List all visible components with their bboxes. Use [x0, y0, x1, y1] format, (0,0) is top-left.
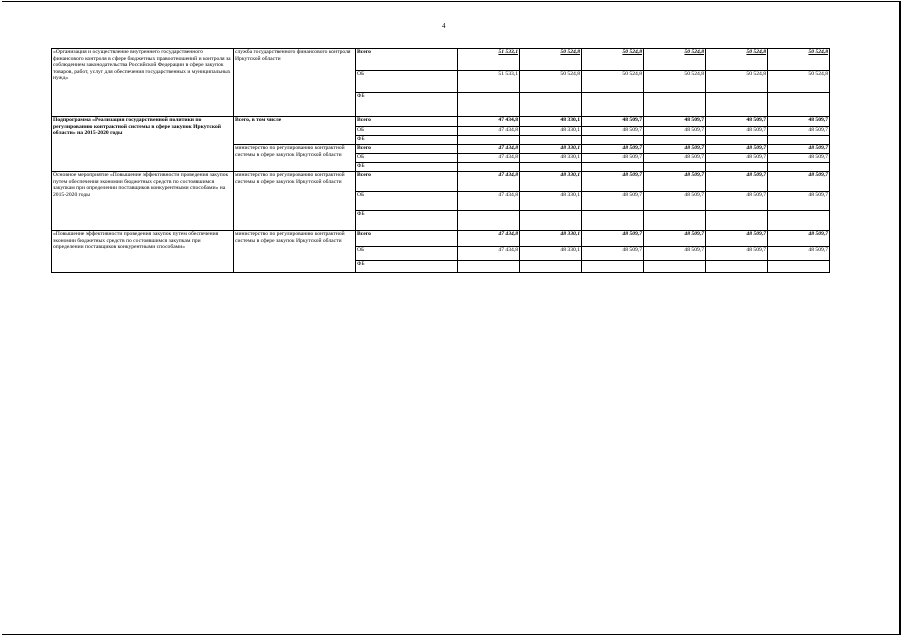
source-cell: Всего	[356, 231, 458, 247]
source-cell: Всего	[356, 172, 458, 192]
value-cell: 50 524,8	[582, 71, 644, 93]
value-cell	[582, 163, 644, 172]
source-cell: Всего	[356, 145, 458, 154]
executor-cell: министерство по регулированию контрактной системы в сфере закупок Иркутской области	[234, 172, 356, 231]
value-cell	[644, 211, 706, 231]
source-cell: ФБ	[356, 93, 458, 117]
value-cell: 48 330,1	[520, 247, 582, 261]
value-cell	[582, 261, 644, 273]
value-cell	[520, 136, 582, 145]
value-cell	[768, 93, 830, 117]
value-cell	[768, 163, 830, 172]
value-cell: 48 509,7	[706, 117, 768, 127]
source-cell: ФБ	[356, 211, 458, 231]
budget-table	[51, 48, 830, 273]
value-cell	[706, 136, 768, 145]
value-cell: 50 524,8	[706, 71, 768, 93]
source-cell: Всего	[356, 49, 458, 71]
program-name-cell: «Организация и осуществление внутреннего государственного финансового контроля в сфере бюджетных правоотношений и контроля за соблюдением законодательства Российской Федерации в сфере закупок товаров, работ, услуг для обеспечения государственных и муниципальных нужд»	[52, 49, 234, 117]
value-cell: 50 524,8	[644, 49, 706, 71]
value-cell	[644, 93, 706, 117]
source-cell: Всего	[356, 117, 458, 127]
value-cell: 50 524,8	[520, 49, 582, 71]
source-cell: ОБ	[356, 192, 458, 211]
value-cell: 48 509,7	[644, 247, 706, 261]
value-cell	[706, 93, 768, 117]
value-cell: 48 509,7	[706, 154, 768, 163]
value-cell: 48 330,1	[520, 192, 582, 211]
value-cell: 48 509,7	[706, 145, 768, 154]
value-cell: 48 509,7	[644, 172, 706, 192]
value-cell	[706, 211, 768, 231]
value-cell: 50 524,8	[582, 49, 644, 71]
value-cell: 48 509,7	[644, 127, 706, 136]
value-cell	[768, 136, 830, 145]
value-cell: 50 524,8	[706, 49, 768, 71]
source-cell: ОБ	[356, 71, 458, 93]
page-number: 4	[442, 22, 446, 30]
value-cell: 50 524,8	[768, 49, 830, 71]
value-cell: 48 330,1	[520, 231, 582, 247]
subprogram-name-cell: Подпрограмма «Реализация государственной политики по регулированию контрактной системы в сфере закупок Иркутской области» на 2015-2020 годы	[52, 117, 234, 172]
value-cell	[706, 163, 768, 172]
value-cell	[644, 136, 706, 145]
value-cell: 47 434,8	[458, 172, 520, 192]
executor-cell: министерство по регулированию контрактной системы в сфере закупок Иркутской области	[234, 145, 356, 172]
value-cell	[458, 136, 520, 145]
value-cell: 48 509,7	[706, 192, 768, 211]
value-cell: 48 509,7	[582, 247, 644, 261]
value-cell: 47 434,8	[458, 127, 520, 136]
source-cell: ОБ	[356, 127, 458, 136]
value-cell: 48 330,1	[520, 154, 582, 163]
value-cell: 48 509,7	[644, 154, 706, 163]
value-cell: 50 524,8	[768, 71, 830, 93]
value-cell: 48 330,1	[520, 145, 582, 154]
value-cell: 48 509,7	[582, 154, 644, 163]
value-cell	[582, 93, 644, 117]
value-cell	[458, 163, 520, 172]
table-row	[52, 231, 830, 247]
value-cell: 48 509,7	[768, 192, 830, 211]
table-row	[52, 49, 830, 71]
value-cell: 47 434,8	[458, 117, 520, 127]
value-cell: 47 434,8	[458, 154, 520, 163]
source-cell: ОБ	[356, 154, 458, 163]
value-cell: 48 330,1	[520, 117, 582, 127]
value-cell: 47 434,8	[458, 192, 520, 211]
value-cell: 48 509,7	[582, 117, 644, 127]
value-cell	[520, 261, 582, 273]
value-cell	[520, 163, 582, 172]
activity-name-cell: «Повышение эффективности проведения закупок путем обеспечения экономии бюджетных средств по состоявшимся закупкам при определении поставщиков конкурентными способами»	[52, 231, 234, 273]
value-cell: 48 330,1	[520, 127, 582, 136]
value-cell	[706, 261, 768, 273]
value-cell: 48 509,7	[768, 127, 830, 136]
value-cell: 48 509,7	[582, 145, 644, 154]
table-row	[52, 117, 830, 127]
source-cell: ОБ	[356, 247, 458, 261]
value-cell: 47 434,8	[458, 145, 520, 154]
value-cell: 51 533,1	[458, 71, 520, 93]
value-cell: 48 509,7	[582, 172, 644, 192]
value-cell: 50 524,8	[644, 71, 706, 93]
value-cell	[582, 211, 644, 231]
value-cell: 48 509,7	[706, 172, 768, 192]
executor-cell: министерство по регулированию контрактной системы в сфере закупок Иркутской области	[234, 231, 356, 273]
value-cell: 48 509,7	[768, 117, 830, 127]
value-cell: 48 509,7	[644, 117, 706, 127]
value-cell: 48 330,1	[520, 172, 582, 192]
value-cell: 48 509,7	[768, 154, 830, 163]
value-cell: 50 524,8	[520, 71, 582, 93]
executor-cell: служба государственного финансового контроля Иркутской области	[234, 49, 356, 117]
value-cell: 48 509,7	[644, 145, 706, 154]
value-cell	[644, 163, 706, 172]
value-cell: 51 533,1	[458, 49, 520, 71]
value-cell	[458, 211, 520, 231]
value-cell: 48 509,7	[706, 247, 768, 261]
source-cell: ФБ	[356, 163, 458, 172]
value-cell: 48 509,7	[768, 145, 830, 154]
value-cell: 48 509,7	[768, 231, 830, 247]
value-cell: 48 509,7	[706, 127, 768, 136]
source-cell: ФБ	[356, 136, 458, 145]
value-cell	[644, 261, 706, 273]
measure-name-cell: Основное мероприятие «Повышение эффективности проведения закупок путем обеспечения экономии бюджетных средств по состоявшимся закупкам при определении поставщиков конкурентными способами» на 2015-2020 годы	[52, 172, 234, 231]
value-cell: 48 509,7	[644, 192, 706, 211]
value-cell	[582, 136, 644, 145]
value-cell: 48 509,7	[706, 231, 768, 247]
executor-cell: Всего, в том числе	[234, 117, 356, 145]
value-cell: 48 509,7	[582, 192, 644, 211]
value-cell: 47 434,8	[458, 247, 520, 261]
value-cell	[520, 211, 582, 231]
value-cell: 48 509,7	[768, 247, 830, 261]
table-row	[52, 172, 830, 192]
value-cell	[768, 261, 830, 273]
value-cell: 48 509,7	[582, 231, 644, 247]
value-cell	[768, 211, 830, 231]
value-cell: 47 434,8	[458, 231, 520, 247]
value-cell: 48 509,7	[644, 231, 706, 247]
value-cell	[520, 93, 582, 117]
value-cell: 48 509,7	[768, 172, 830, 192]
value-cell	[458, 93, 520, 117]
value-cell	[458, 261, 520, 273]
value-cell: 48 509,7	[582, 127, 644, 136]
source-cell: ФБ	[356, 261, 458, 273]
